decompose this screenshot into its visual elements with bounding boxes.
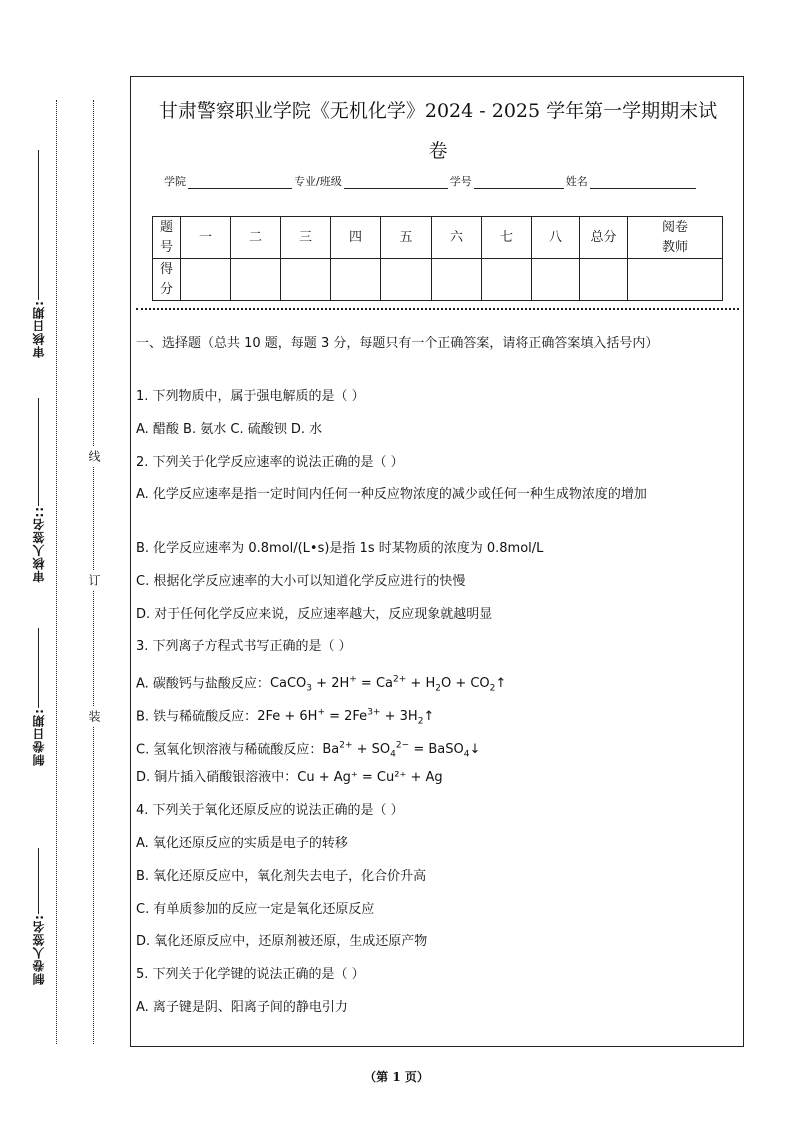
exam-title-line2: 卷 [428,140,448,162]
col-3: 三 [281,217,331,259]
col-6: 六 [432,217,482,259]
binding-line-left [56,100,57,1044]
col-1: 一 [181,217,231,259]
q3-option-d-text: D. 铜片插入硝酸银溶液中： [136,770,298,785]
major-class-field[interactable] [344,176,448,189]
score-table-header-row [153,217,723,259]
student-id-label: 学号 [449,175,472,188]
score-cell-1[interactable] [181,259,231,301]
compile-date-field[interactable] [26,628,50,766]
q3-option-b [136,702,741,733]
q5-stem: 5. 下列关于化学键的说法正确的是（ ） [136,967,365,982]
section1-header: 一、选择题（总共 10 题，每题 3 分，每题只有一个正确答案，请将正确答案填入括号内） [136,336,659,351]
score-cell-reviewer[interactable] [628,259,723,301]
score-cell-6[interactable] [432,259,482,301]
reviewer-label: 阅卷 教师 [628,217,723,259]
q2-option-c: C. 根据化学反应速率的大小可以知道化学反应进行的快慢 [136,574,466,589]
score-cell-4[interactable] [331,259,381,301]
review-date-label: 审核日期: [31,300,46,358]
col-7: 七 [482,217,532,259]
q3-stem: 3. 下列离子方程式书写正确的是（ ） [136,639,352,654]
compiler-signature-label: 制卷人签名: [31,914,46,985]
compiler-signature-field[interactable] [26,848,50,985]
col-4: 四 [331,217,381,259]
q1-options: A. 醋酸 B. 氨水 C. 硫酸钡 D. 水 [136,422,323,437]
score-cell-total[interactable] [580,259,628,301]
reviewer-signature-label: 审核人签名:: [31,506,46,583]
q3-option-d [136,767,741,789]
question-number-label: 题 号 [153,217,181,259]
college-label: 学院 [164,175,186,188]
q2-option-d: D. 对于任何化学反应来说，反应速率越大，反应现象就越明显 [136,607,493,622]
binding-word-bind: 装 [86,706,103,726]
col-5: 五 [381,217,432,259]
student-info-row [164,173,698,189]
score-label: 得 分 [153,259,181,301]
q2-option-a: A. 化学反应速率是指一定时间内任何一种反应物浓度的减少或任何一种生成物浓度的增加 [136,487,647,502]
q3-option-a [136,669,741,700]
score-cell-8[interactable] [532,259,580,301]
student-id-field[interactable] [474,176,564,189]
q3-option-c-equation: $Ba^{2+} + SO_4^{2-}$ = BaSO$_4$↓ [322,741,481,760]
col-8: 八 [532,217,580,259]
q3-option-a-equation: CaCO$_3$ + $2H^+ = Ca^{2+} + H_2O$ + $CO_2↑$ [269,675,507,694]
q3-option-a-text: A. 碳酸钙与盐酸反应： [136,676,270,692]
q4-option-a: A. 氧化还原反应的实质是电子的转移 [136,836,348,851]
score-cell-3[interactable] [281,259,331,301]
col-total: 总分 [580,217,628,259]
score-cell-2[interactable] [231,259,281,301]
binding-word-line: 线 [86,446,103,466]
q4-option-d: D. 氧化还原反应中，还原剂被还原，生成还原产物 [136,934,428,949]
page-number: （第 1 页） [364,1070,429,1084]
review-date-field[interactable] [26,150,50,358]
q3-option-d-equation: Cu + Ag⁺ = Cu²⁺ + Ag [297,770,443,785]
q5-option-a: A. 离子键是阴、阳离子间的静电引力 [136,1000,348,1015]
exam-title-line1: 甘肃警察职业学院《无机化学》2024 - 2025 学年第一学期期末试 [158,100,718,122]
q2-option-b: B. 化学反应速率为 0.8mol/(L•s)是指 1s 时某物质的浓度为 0.8mol/L [136,541,544,556]
score-table [152,216,723,301]
exam-frame [130,76,744,1047]
q4-option-b: B. 氧化还原反应中，氧化剂失去电子，化合价升高 [136,869,427,884]
q2-stem: 2. 下列关于化学反应速率的说法正确的是（ ） [136,455,404,470]
binding-word-staple: 订 [86,570,103,590]
name-label: 姓名 [565,175,588,188]
q4-option-c: C. 有单质参加的反应一定是氧化还原反应 [136,902,375,917]
q3-option-b-equation: $2Fe + 6H^+ = 2Fe^{3+}$ + $3H_2↑$ [257,708,435,727]
score-cell-5[interactable] [381,259,432,301]
q3-option-c-text: C. 氢氧化钡溶液与稀硫酸反应： [136,742,323,758]
q4-stem: 4. 下列关于氧化还原反应的说法正确的是（ ） [136,803,404,818]
score-table-score-row [153,259,723,301]
major-class-label: 专业/班级 [294,175,342,188]
reviewer-signature-field[interactable] [26,398,50,583]
name-field[interactable] [590,176,696,189]
college-field[interactable] [188,176,292,189]
compile-date-label: 制卷日期: [31,708,46,766]
dotted-separator [136,308,739,310]
q3-option-b-text: B. 铁与稀硫酸反应： [136,709,258,725]
exam-title [131,91,745,171]
q3-option-c [136,735,741,766]
q1-stem: 1. 下列物质中，属于强电解质的是（ ） [136,389,365,404]
score-cell-7[interactable] [482,259,532,301]
col-2: 二 [231,217,281,259]
